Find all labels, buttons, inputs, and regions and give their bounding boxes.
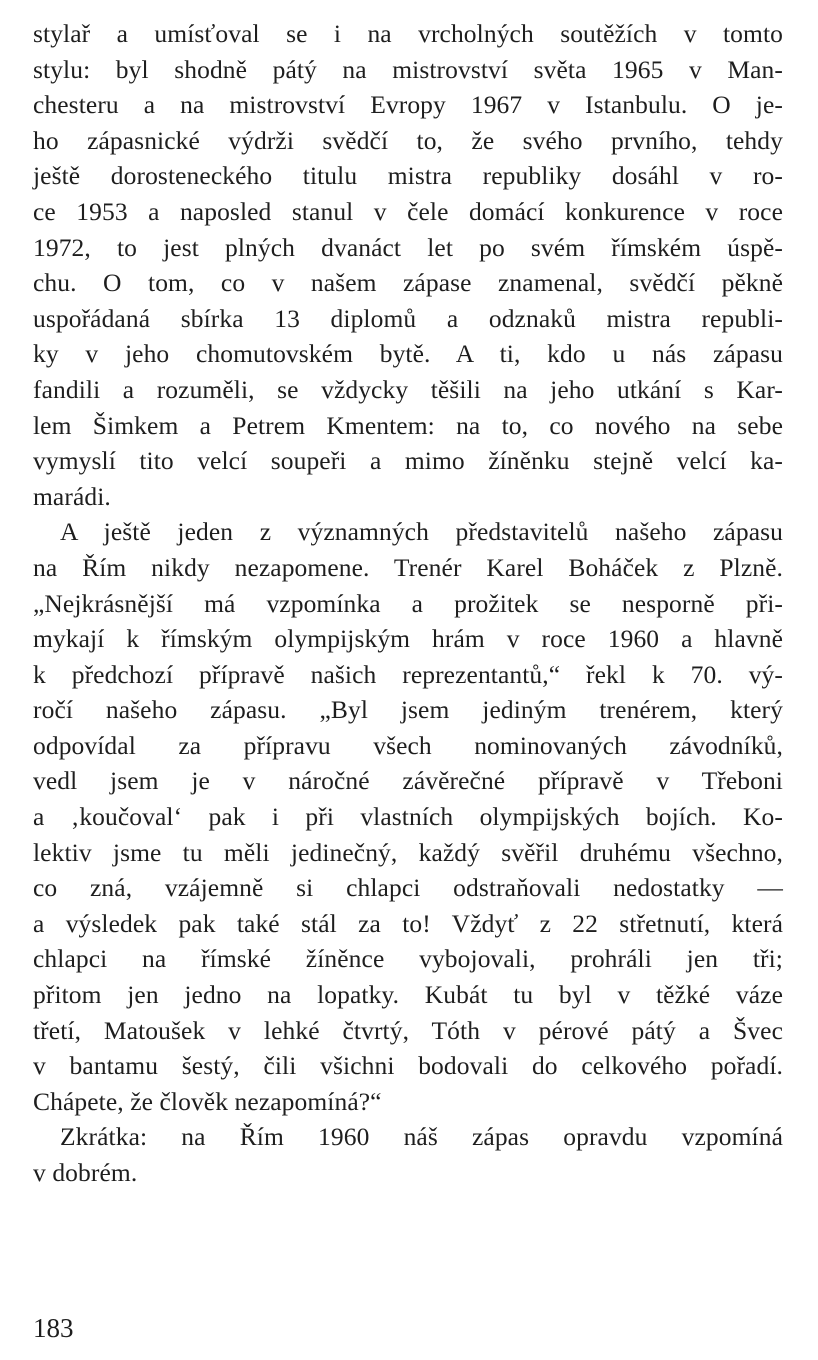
text-line: stylař a umísťoval se i na vrcholných soutěžích v tomto [33,19,783,48]
text-line: fandili a rozuměli, se vždycky těšili na jeho utkání s Kar- [33,374,783,404]
text-line: stylu: byl shodně pátý na mistrovství světa 1965 v Man- [33,54,783,84]
text-line: ročí našeho zápasu. „Byl jsem jediným trenérem, který [33,695,783,725]
text-line: lektiv jsme tu měli jedinečný, každý svěřil druhému všechno, [33,837,783,867]
text-line: 1972, to jest plných dvanáct let po svém římském úspě- [33,232,783,262]
text-line: Zkrátka: na Řím 1960 náš zápas opravdu vzpomíná [60,1122,783,1152]
text-line: lem Šimkem a Petrem Kmentem: na to, co nového na sebe [33,410,783,440]
text-line: A ještě jeden z významných představitelů našeho zápasu [60,517,783,547]
text-line: v dobrém. [33,1158,138,1187]
text-line: na Řím nikdy nezapomene. Trenér Karel Boháček z Plzně. [33,552,783,582]
text-line: ještě dorosteneckého titulu mistra republiky dosáhl v ro- [33,161,783,191]
text-line: a ‚koučoval‘ pak i při vlastních olympijských bojích. Ko- [33,802,783,832]
text-line: přitom jen jedno na lopatky. Kubát tu byl v těžké váze [33,980,783,1010]
text-line: odpovídal za přípravu všech nominovaných závodníků, [33,730,783,760]
text-line: vymyslí tito velcí soupeři a mimo žíněnku stejně velcí ka- [33,446,783,476]
text-line: a výsledek pak také stál za to! Vždyť z 22 střetnutí, která [33,908,783,938]
text-line: Chápete, že člověk nezapomíná?“ [33,1086,382,1116]
text-line: ho zápasnické výdrži svědčí to, že svého prvního, tehdy [33,125,783,155]
text-line: ky v jeho chomutovském bytě. A ti, kdo u nás zápasu [33,339,783,369]
text-line: co zná, vzájemně si chlapci odstraňovali nedostatky — [33,873,783,903]
paragraph [33,1119,783,1190]
text-line: ce 1953 a naposled stanul v čele domácí konkurence v roce [33,196,783,226]
text-line: chu. O tom, co v našem zápase znamenal, svědčí pěkně [33,268,783,298]
text-line: mykají k římským olympijským hrám v roce 1960 a hlavně [33,624,783,654]
text-line: chlapci na římské žíněnce vybojovali, prohráli jen tři; [33,944,783,974]
page-number: 183 [33,1313,74,1343]
text-line: k předchozí přípravě našich reprezentantů,“ řekl k 70. vý- [33,659,783,689]
text-line: vedl jsem je v náročné závěrečné přípravě v Třeboni [33,766,783,796]
body-text [33,16,783,1191]
paragraph [33,16,783,514]
text-line: uspořádaná sbírka 13 diplomů a odznaků mistra republi- [33,303,783,333]
text-line: chesteru a na mistrovství Evropy 1967 v Istanbulu. O je- [33,90,783,120]
text-line: „Nejkrásnější má vzpomínka a prožitek se nesporně při- [33,588,783,618]
text-line: třetí, Matoušek v lehké čtvrtý, Tóth v pérové pátý a Švec [33,1015,783,1045]
text-line: v bantamu šestý, čili všichni bodovali do celkového pořadí. [33,1051,783,1081]
text-line: marádi. [33,481,111,511]
paragraph [33,514,783,1119]
